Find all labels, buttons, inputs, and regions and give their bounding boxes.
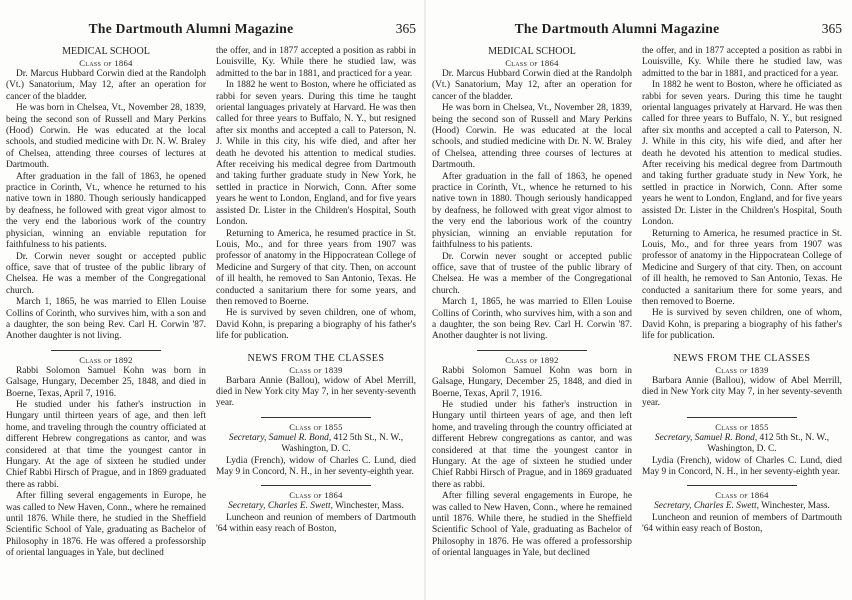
paragraph: He is survived by seven children, one of whom, David Kohn, is preparing a biography of his father's life for publication. [216, 308, 416, 342]
magazine-title: The Dartmouth Alumni Magazine [88, 21, 294, 36]
class-heading-1855: Class of 1855 [289, 421, 343, 432]
page-number: 365 [395, 21, 416, 36]
paragraph: Barbara Annie (Ballou), widow of Abel Merrill, died in New York city May 7, in her seventy-seventh year. [642, 375, 842, 409]
paragraph: He was born in Chelsea, Vt., November 28, 1839, being the second son of Russell and Mary Perkins (Hood) Corwin. He was educated at the local schools, and studied medicine with Dr. N. W. Braley of Chelsea, attending three courses of lectures at Dartmouth. [432, 103, 632, 171]
secretary-line-1855: Secretary, Samuel R. Bond, 412 5th St., N. W., Washington, D. C. [228, 432, 404, 455]
divider [477, 350, 587, 351]
paragraph: March 1, 1865, he was married to Ellen Louise Collins of Corinth, who survives him, with a son and a daughter, the son being Rev. Carl H. Corwin '87. Another daughter is not living. [6, 297, 206, 342]
page-header [432, 21, 842, 39]
section-heading-medical-school: MEDICAL SCHOOL [488, 46, 576, 57]
class-heading-1864b: Class of 1864 [289, 490, 343, 501]
paragraph: He was born in Chelsea, Vt., November 28, 1839, being the second son of Russell and Mary Perkins (Hood) Corwin. He was educated at the local schools, and studied medicine with Dr. N. W. Braley of Chelsea, attending three courses of lectures at Dartmouth. [6, 103, 206, 171]
paragraph: Returning to America, he resumed practice in St. Louis, Mo., and for three years from 1907 was professor of anatomy in the Hippocratean College of Medicine and Surgery of that city. Then, on account of ill health, he removed to San Antonio, Texas. He conducted a sanitarium there for some years, and then removed to Boerne. [216, 228, 416, 307]
secretary-line-1864: Secretary, Charles E. Swett, Winchester, Mass. [228, 501, 404, 512]
paragraph: After filling several engagements in Europe, he was called to New Haven, Conn., where he remained until 1876. While there, he studied in the Sheffield Scientific School of Yale, graduating as Bachelor of Philosophy in 1876. He was offered a professorship of oriental languages in Yale, but declined [6, 491, 206, 559]
class-heading-1839: Class of 1839 [715, 364, 769, 375]
paragraph: Lydia (French), widow of Charles C. Lund, died May 9 in Concord, N. H., in her seventy-eighth year. [216, 455, 416, 477]
paragraph: He studied under his father's instruction in Hungary until thirteen years of age, and then left home, and traveling through the country officiated at different Hebrew congregations as cantor, and was considered at that time the youngest cantor in Hungary. At the age of sixteen he studied under Chief Rabbi Hirsch of Prague, and in 1869 graduated there as rabbi. [6, 399, 206, 490]
section-heading-news: NEWS FROM THE CLASSES [247, 352, 385, 364]
class-heading-1892: Class of 1892 [505, 354, 559, 365]
class-heading-1855: Class of 1855 [715, 421, 769, 432]
divider [51, 350, 161, 351]
class-heading-1864: Class of 1864 [79, 58, 133, 68]
column-left [6, 46, 206, 560]
paragraph: Lydia (French), widow of Charles C. Lund, died May 9 in Concord, N. H., in her seventy-eighth year. [642, 455, 842, 477]
page-header [6, 21, 416, 39]
paragraph: Dr. Marcus Hubbard Corwin died at the Randolph (Vt.) Sanatorium, May 12, after an operation for cancer of the bladder. [432, 69, 632, 102]
paragraph: Luncheon and reunion of members of Dartmouth '64 within easy reach of Boston, [642, 512, 842, 535]
paragraph: Rabbi Solomon Samuel Kohn was born in Galsage, Hungary, December 25, 1848, and died in Boerne, Texas, April 7, 1916. [6, 365, 206, 399]
secretary-line-1855: Secretary, Samuel R. Bond, 412 5th St., N. W., Washington, D. C. [654, 432, 830, 455]
section-heading-medical-school: MEDICAL SCHOOL [62, 46, 150, 57]
divider [261, 485, 371, 486]
section-heading-news: NEWS FROM THE CLASSES [673, 352, 811, 364]
paragraph: After graduation in the fall of 1863, he opened practice in Corinth, Vt., whence he returned to his native town in 1880. Though seriously handicapped by deafness, he followed with great vigor almost to the very end the laborious work of the country physician, winning an enviable reputation for faithfulness to his patients. [6, 171, 206, 251]
paragraph: Dr. Corwin never sought or accepted public office, save that of trustee of the public library of Chelsea. He was a member of the Congregational church. [432, 251, 632, 296]
page-number: 365 [821, 21, 842, 36]
class-heading-1839: Class of 1839 [289, 364, 343, 375]
paragraph: Rabbi Solomon Samuel Kohn was born in Galsage, Hungary, December 25, 1848, and died in Boerne, Texas, April 7, 1916. [432, 365, 632, 399]
paragraph: Luncheon and reunion of members of Dartmouth '64 within easy reach of Boston, [216, 512, 416, 535]
paragraph: He studied under his father's instruction in Hungary until thirteen years of age, and then left home, and traveling through the country officiated at different Hebrew congregations as cantor, and was considered at that time the youngest cantor in Hungary. At the age of sixteen he studied under Chief Rabbi Hirsch of Prague, and in 1869 graduated there as rabbi. [432, 399, 632, 490]
divider [687, 417, 797, 418]
divider [687, 485, 797, 486]
divider [261, 417, 371, 418]
paragraph: March 1, 1865, he was married to Ellen Louise Collins of Corinth, who survives him, with a son and a daughter, the son being Rev. Carl H. Corwin '87. Another daughter is not living. [432, 297, 632, 342]
paragraph: Dr. Corwin never sought or accepted public office, save that of trustee of the public library of Chelsea. He was a member of the Congregational church. [6, 251, 206, 296]
page-gutter [424, 0, 426, 600]
magazine-title: The Dartmouth Alumni Magazine [514, 21, 720, 36]
class-heading-1864: Class of 1864 [505, 58, 559, 68]
paragraph: In 1882 he went to Boston, where he officiated as rabbi for seven years. During this time he taught oriental languages privately at Harvard. He was then called for three years to Buffalo, N. Y., but resigned after six months and accepted a call to Paterson, N. J. While in this city, his wife died, and after her death he devoted his attention to medical studies. After receiving his medical degree from Dartmouth and taking further graduate study in New York, he settled in practice in Norwich, Conn. After some years he went to London, England, and for five years assisted Dr. Lister in the Children's Hospital, South London. [642, 80, 842, 228]
page-left [2, 0, 422, 600]
class-heading-1892: Class of 1892 [79, 354, 133, 365]
page-right [428, 0, 848, 600]
paragraph: In 1882 he went to Boston, where he officiated as rabbi for seven years. During this time he taught oriental languages privately at Harvard. He was then called for three years to Buffalo, N. Y., but resigned after six months and accepted a call to Paterson, N. J. While in this city, his wife died, and after her death he devoted his attention to medical studies. After receiving his medical degree from Dartmouth and taking further graduate study in New York, he settled in practice in Norwich, Conn. After some years he went to London, England, and for five years assisted Dr. Lister in the Children's Hospital, South London. [216, 80, 416, 228]
paragraph: Returning to America, he resumed practice in St. Louis, Mo., and for three years from 1907 was professor of anatomy in the Hippocratean College of Medicine and Surgery of that city. Then, on account of ill health, he removed to San Antonio, Texas. He conducted a sanitarium there for some years, and then removed to Boerne. [642, 228, 842, 307]
column-right [216, 46, 416, 536]
class-heading-1864b: Class of 1864 [715, 490, 769, 501]
paragraph: Dr. Marcus Hubbard Corwin died at the Randolph (Vt.) Sanatorium, May 12, after an operation for cancer of the bladder. [6, 69, 206, 102]
paragraph: After graduation in the fall of 1863, he opened practice in Corinth, Vt., whence he returned to his native town in 1880. Though seriously handicapped by deafness, he followed with great vigor almost to the very end the laborious work of the country physician, winning an enviable reputation for faithfulness to his patients. [432, 171, 632, 251]
column-left [432, 46, 632, 560]
paragraph: Barbara Annie (Ballou), widow of Abel Merrill, died in New York city May 7, in her seventy-seventh year. [216, 375, 416, 409]
paragraph: He is survived by seven children, one of whom, David Kohn, is preparing a biography of his father's life for publication. [642, 308, 842, 342]
paragraph: After filling several engagements in Europe, he was called to New Haven, Conn., where he remained until 1876. While there, he studied in the Sheffield Scientific School of Yale, graduating as Bachelor of Philosophy in 1876. He was offered a professorship of oriental languages in Yale, but declined [432, 491, 632, 559]
paragraph: the offer, and in 1877 accepted a position as rabbi in Louisville, Ky. While there he studied law, was admitted to the bar in 1881, and practiced for a year. [216, 46, 416, 79]
column-right [642, 46, 842, 536]
secretary-line-1864: Secretary, Charles E. Swett, Winchester, Mass. [654, 501, 830, 512]
paragraph: the offer, and in 1877 accepted a position as rabbi in Louisville, Ky. While there he studied law, was admitted to the bar in 1881, and practiced for a year. [642, 46, 842, 79]
